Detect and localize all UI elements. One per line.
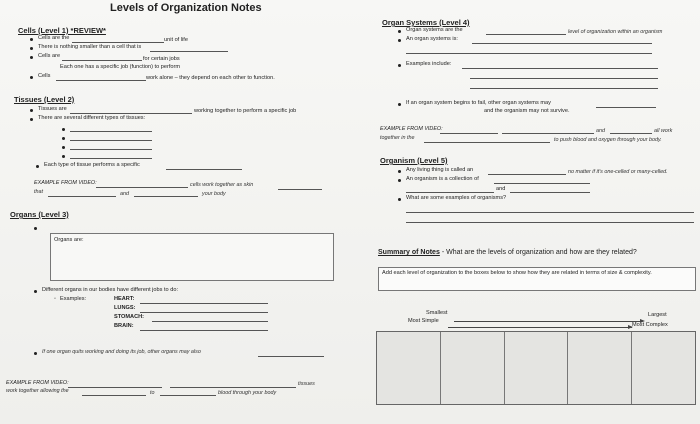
- summary-heading-link[interactable]: Summary of Notes: [378, 249, 440, 256]
- blank-line[interactable]: [70, 113, 192, 114]
- organ-heart-label: HEART:: [114, 296, 135, 302]
- complexity-arrow-head-icon: [628, 325, 633, 329]
- organs-box-label: Organs are:: [54, 237, 84, 243]
- level-box-4[interactable]: [568, 332, 632, 404]
- cells-b2: There is nothing smaller than a cell that is: [38, 44, 142, 50]
- blank-line[interactable]: [462, 68, 658, 69]
- level-box-1[interactable]: [377, 332, 441, 404]
- blank-line[interactable]: [72, 42, 164, 43]
- bullet: [398, 30, 401, 33]
- blank-line[interactable]: [62, 60, 142, 61]
- blank-line[interactable]: [486, 34, 566, 35]
- organ-systems-example-together: together in the: [380, 135, 415, 141]
- blank-line[interactable]: [406, 222, 694, 223]
- organs-example-blood: blood through your body: [218, 390, 277, 396]
- summary-heading: [378, 249, 637, 256]
- organism-b1-post: no matter if it's one-celled or many-celled.: [568, 169, 668, 175]
- complexity-arrow-line: [448, 327, 632, 328]
- organ-systems-example-push: to push blood and oxygen through your body.: [554, 137, 662, 143]
- blank-line[interactable]: [140, 303, 268, 304]
- tissues-example-and: and: [120, 191, 129, 197]
- blank-line[interactable]: [406, 192, 494, 193]
- organ-systems-b3: Examples include:: [406, 61, 452, 67]
- bullet: [398, 198, 401, 201]
- page-title: Levels of Organization Notes: [110, 2, 262, 14]
- organs-example-line2: work together allowing the: [6, 388, 69, 394]
- organ-systems-example-work: all work: [654, 128, 673, 134]
- organism-heading: Organism (Level 5): [380, 156, 448, 165]
- blank-line[interactable]: [278, 189, 322, 190]
- organ-systems-b1-post: level of organization within an organism: [568, 29, 663, 35]
- summary-most-simple: Most Simple: [408, 318, 439, 324]
- bullet: [30, 38, 33, 41]
- summary-smallest: Smallest: [426, 310, 448, 316]
- blank-line[interactable]: [140, 312, 268, 313]
- level-box-3[interactable]: [505, 332, 569, 404]
- bullet: [34, 227, 37, 230]
- summary-level-boxes: [376, 331, 696, 405]
- bullet: [62, 128, 65, 131]
- size-arrow-line: [454, 321, 640, 322]
- tissues-heading: Tissues (Level 2): [14, 95, 75, 104]
- cells-b1-pre: Cells are the: [38, 35, 70, 41]
- blank-line[interactable]: [152, 321, 268, 322]
- bullet: [398, 64, 401, 67]
- blank-line[interactable]: [424, 142, 550, 143]
- organ-systems-b4-pre: If an organ system begins to fail, other organ systems may: [406, 100, 551, 106]
- organ-systems-heading: Organ Systems (Level 4): [382, 18, 470, 27]
- blank-line[interactable]: [140, 330, 268, 331]
- organ-systems-b4-post: and the organism may not survive.: [484, 108, 570, 114]
- bullet: [30, 118, 33, 121]
- blank-line[interactable]: [470, 88, 658, 89]
- bullet: [398, 170, 401, 173]
- organs-examples-prefix: ◦: [54, 296, 56, 302]
- blank-line[interactable]: [96, 187, 188, 188]
- organ-lungs-label: LUNGS:: [114, 305, 136, 311]
- blank-line[interactable]: [70, 131, 152, 132]
- blank-line[interactable]: [502, 133, 594, 134]
- cells-b3-sub: Each one has a specific job (function) to perform: [60, 64, 181, 70]
- cells-b1-post: unit of life: [164, 37, 188, 43]
- blank-line[interactable]: [510, 192, 590, 193]
- organs-definition-box[interactable]: [50, 233, 334, 281]
- blank-line[interactable]: [488, 174, 566, 175]
- level-box-2[interactable]: [441, 332, 505, 404]
- tissues-b2: There are several different types of tissues:: [38, 115, 146, 121]
- organ-systems-example-label: EXAMPLE FROM VIDEO:: [380, 126, 443, 132]
- tissues-b1-pre: Tissues are: [38, 106, 67, 112]
- blank-line[interactable]: [494, 183, 590, 184]
- cells-b3-pre: Cells are: [38, 53, 61, 59]
- blank-line[interactable]: [70, 149, 152, 150]
- blank-line[interactable]: [48, 196, 116, 197]
- cells-b4-post: work alone – they depend on each other to function.: [146, 75, 275, 81]
- blank-line[interactable]: [440, 133, 498, 134]
- organ-brain-label: BRAIN:: [114, 323, 134, 329]
- blank-line[interactable]: [82, 395, 146, 396]
- level-box-5[interactable]: [632, 332, 695, 404]
- organs-example-label: EXAMPLE FROM VIDEO:: [6, 380, 69, 386]
- blank-line[interactable]: [472, 43, 652, 44]
- bullet: [398, 39, 401, 42]
- blank-line[interactable]: [70, 140, 152, 141]
- tissues-b1-post: working together to perform a specific job: [194, 108, 297, 114]
- tissues-example-cells: cells work together as skin: [190, 182, 254, 188]
- cells-heading: Cells (Level 1) *REVIEW*: [18, 26, 106, 35]
- bullet: [36, 165, 39, 168]
- organ-stomach-label: STOMACH:: [114, 314, 145, 320]
- bullet: [34, 290, 37, 293]
- bullet: [30, 76, 33, 79]
- blank-line[interactable]: [406, 53, 652, 54]
- organism-b2-and: and: [496, 186, 506, 192]
- blank-line[interactable]: [160, 395, 216, 396]
- summary-heading-rest: - What are the levels of organization and how are they related?: [441, 249, 637, 256]
- organs-heading: Organs (Level 3): [10, 210, 69, 219]
- organs-example-tissues: tissues: [298, 381, 315, 387]
- organs-examples-label: Examples:: [60, 296, 87, 302]
- organs-example-to: to: [150, 390, 155, 396]
- organ-systems-b2: An organ systems is:: [406, 36, 458, 42]
- summary-instructions: Add each level of organization to the boxes below to show how they are related in terms of size & complexity.: [382, 270, 652, 276]
- bullet: [34, 352, 37, 355]
- bullet: [398, 103, 401, 106]
- organs-b1: Different organs in our bodies have different jobs to do:: [42, 287, 178, 293]
- tissues-b3: Each type of tissue performs a specific: [44, 162, 140, 168]
- blank-line[interactable]: [68, 387, 162, 388]
- tissues-example-body: your body: [202, 191, 226, 197]
- cells-b3-post: for certain jobs: [143, 56, 180, 62]
- blank-line[interactable]: [596, 107, 656, 108]
- cells-b4-pre: Cells: [38, 73, 51, 79]
- bullet: [62, 146, 65, 149]
- tissues-example-label: EXAMPLE FROM VIDEO:: [34, 180, 97, 186]
- blank-line[interactable]: [406, 212, 694, 213]
- blank-line[interactable]: [70, 158, 152, 159]
- bullet: [30, 56, 33, 59]
- blank-line[interactable]: [134, 196, 198, 197]
- organs-b2: If one organ quits working and doing its job, other organs may also: [42, 349, 201, 355]
- organism-b3: What are some examples of organisms?: [406, 195, 507, 201]
- summary-largest: Largest: [648, 312, 667, 318]
- blank-line[interactable]: [610, 133, 652, 134]
- organism-b2: An organism is a collection of: [406, 176, 479, 182]
- blank-line[interactable]: [470, 78, 658, 79]
- blank-line[interactable]: [170, 387, 296, 388]
- bullet: [62, 155, 65, 158]
- blank-line[interactable]: [166, 169, 242, 170]
- organism-b1-pre: Any living thing is called an: [406, 167, 474, 173]
- blank-line[interactable]: [258, 356, 324, 357]
- organ-systems-example-and: and: [596, 128, 605, 134]
- bullet: [30, 109, 33, 112]
- blank-line[interactable]: [150, 51, 228, 52]
- summary-most-complex: Most Complex: [632, 322, 668, 328]
- tissues-example-that: that: [34, 189, 43, 195]
- bullet: [398, 179, 401, 182]
- organ-systems-b1-pre: Organ systems are the: [406, 27, 463, 33]
- bullet: [30, 47, 33, 50]
- blank-line[interactable]: [56, 80, 146, 81]
- bullet: [62, 137, 65, 140]
